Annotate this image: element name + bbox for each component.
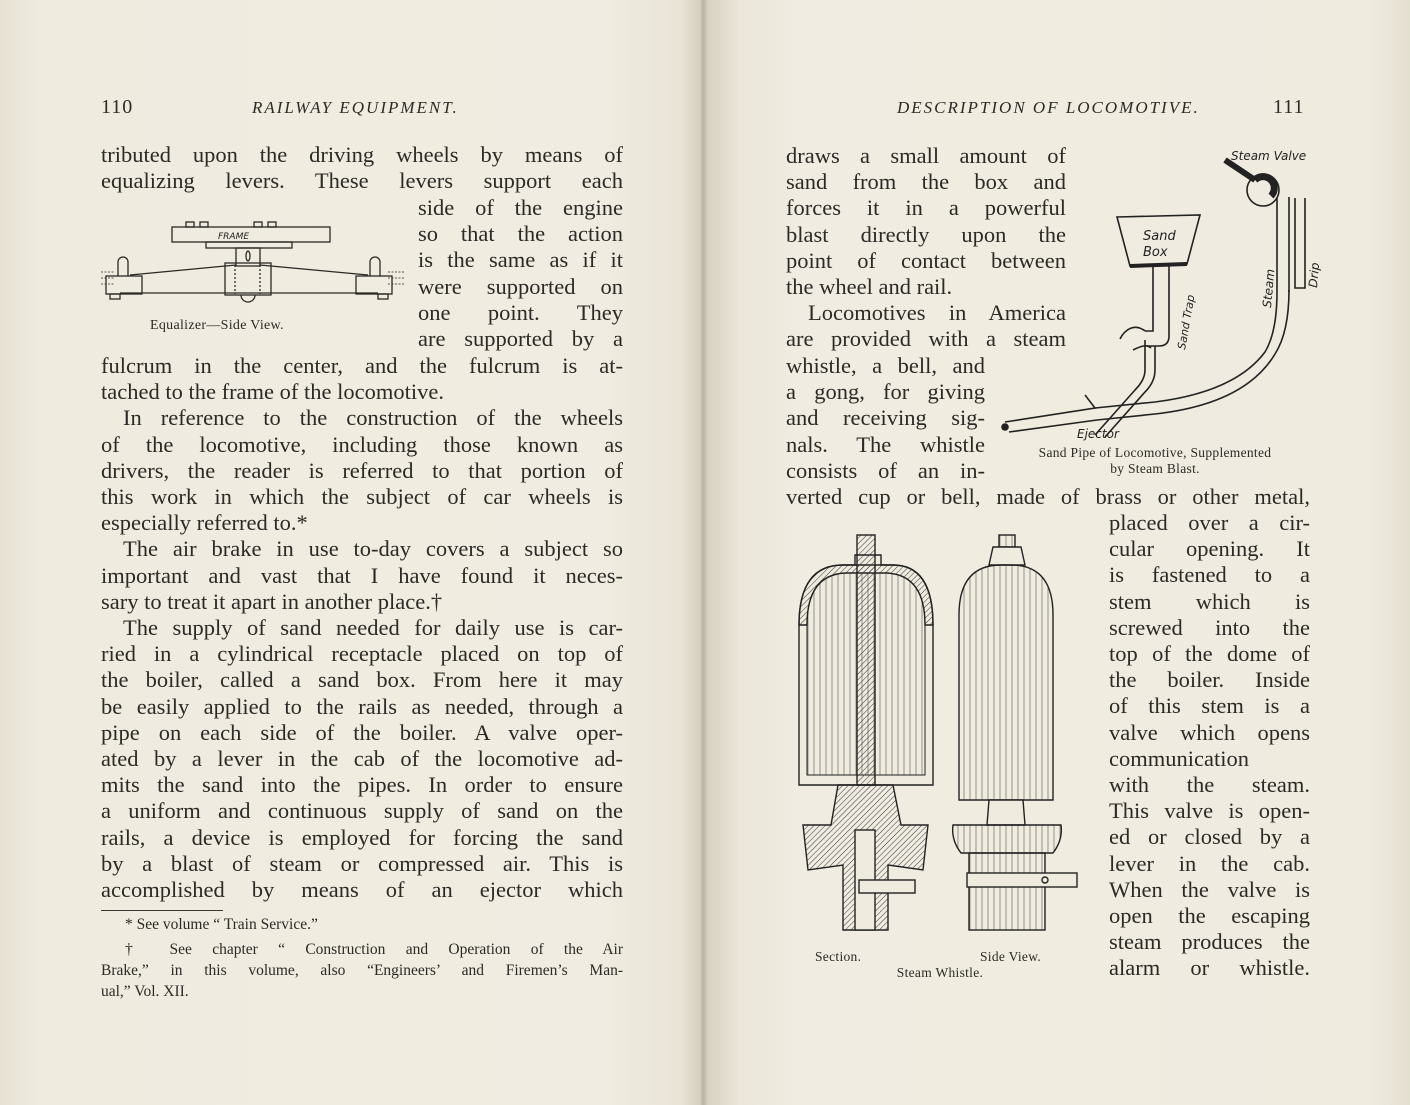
text-line: pipe on each side of the boiler. A valve oper- <box>101 719 623 745</box>
text-line: and receiving sig- <box>786 405 985 431</box>
text-line: cular opening. It <box>1109 536 1310 562</box>
text-line: are provided with a steam <box>786 326 1066 352</box>
text-line: of this stem is a <box>1109 693 1310 719</box>
paragraph-beside-figure <box>418 195 623 352</box>
text-line: point of contact between <box>786 247 1066 273</box>
text-line: of the locomotive, including those known as <box>101 431 623 457</box>
footnote-2: † See chapter “ Construction and Operation of the Air <box>125 941 623 958</box>
text-line: so that the action <box>418 221 623 247</box>
footnote-1: * See volume “ Train Service.” <box>125 916 318 933</box>
text-line: consists of an in- <box>786 457 985 483</box>
text-line: mits the sand into the pipes. In order to ensure <box>101 772 623 798</box>
drip-label: Drip <box>1306 262 1323 289</box>
paragraph-whistle-narrow <box>786 353 985 484</box>
text-line: tributed upon the driving wheels by means of <box>101 142 623 167</box>
sand-box-label-2: Box <box>1143 245 1168 260</box>
footnote-2-cont: Brake,” in this volume, also “Engineers’ and Firemen’s Man- <box>101 962 623 979</box>
text-line: ated by a lever in the cab of the locomotive ad- <box>101 746 623 772</box>
text-line: When the valve is <box>1109 876 1310 902</box>
text-line: a gong, for giving <box>786 379 985 405</box>
frame-label: FRAME <box>218 232 250 242</box>
text-line: Locomotives in America <box>808 300 1066 326</box>
right-page <box>705 0 1410 1105</box>
text-line: side of the engine <box>418 195 623 220</box>
steam-label: Steam <box>1260 268 1278 309</box>
side-view-label: Side View. <box>980 949 1042 964</box>
ejector-label: Ejector <box>1077 427 1119 441</box>
text-line: placed over a cir- <box>1109 510 1310 535</box>
steam-whistle-diagram <box>793 535 1093 945</box>
paragraph-whistle-column <box>1109 510 1310 982</box>
text-line: communication <box>1109 745 1249 771</box>
text-line: ed or closed by a <box>1109 824 1310 850</box>
text-line: The air brake in use to-day covers a subject so <box>123 536 623 562</box>
text-line: sary to treat it apart in another place.† <box>101 588 443 614</box>
text-line: rails, a device is employed for forcing the sand <box>101 824 623 850</box>
equalizer-diagram <box>100 218 405 308</box>
section-label: Section. <box>815 949 862 964</box>
page-number: 111 <box>1273 96 1305 118</box>
text-line: the boiler. Inside <box>1109 667 1310 693</box>
text-line: ried in a cylindrical receptacle placed on top of <box>101 641 623 667</box>
left-page <box>0 0 703 1105</box>
text-line: accomplished by means of an ejector which <box>101 877 623 903</box>
text-line: tached to the frame of the locomotive. <box>101 379 444 405</box>
footnotes <box>101 914 623 1002</box>
text-line: lever in the cab. <box>1109 850 1310 876</box>
text-line: fulcrum in the center, and the fulcrum is at- <box>101 353 623 378</box>
text-line: drivers, the reader is referred to that portion of <box>101 457 623 483</box>
text-line: is fastened to a <box>1109 562 1310 588</box>
text-line: whistle, a bell, and <box>786 353 985 378</box>
text-line: This valve is open- <box>1109 798 1310 824</box>
text-line: alarm or whistle. <box>1109 955 1310 981</box>
text-line: forces it in a powerful <box>786 195 1066 221</box>
text-line: the boiler, called a sand box. From here it may <box>101 667 623 693</box>
text-line: sand from the box and <box>786 169 1066 195</box>
sand-box-label: Sand <box>1143 229 1176 244</box>
running-title: RAILWAY EQUIPMENT. <box>252 98 459 117</box>
footnote-rule <box>101 910 223 911</box>
paragraph-whistle-full <box>786 484 1310 510</box>
text-line: blast directly upon the <box>786 221 1066 247</box>
text-line: the wheel and rail. <box>786 274 953 300</box>
text-line: important and vast that I have found it neces- <box>101 562 623 588</box>
text-line: this work in which the subject of car wheels is <box>101 484 623 510</box>
paragraph-equalizer-intro <box>101 142 623 194</box>
figure-caption-sandpipe: Sand Pipe of Locomotive, Supplemented <box>1038 445 1272 460</box>
figure-caption-sandpipe-2: by Steam Blast. <box>1110 461 1200 476</box>
left-main-text <box>101 353 623 903</box>
text-line: verted cup or bell, made of brass or other metal, <box>786 484 1310 509</box>
text-line: by a blast of steam or compressed air. This is <box>101 850 623 876</box>
footnote-2-end: ual,” Vol. XII. <box>101 983 189 1000</box>
steam-valve-label: Steam Valve <box>1231 149 1307 163</box>
text-line: with the steam. <box>1109 772 1310 798</box>
running-title: DESCRIPTION OF LOCOMOTIVE. <box>897 98 1200 117</box>
text-line: equalizing levers. These levers support each <box>101 168 623 194</box>
text-line: stem which is <box>1109 588 1310 614</box>
text-line: a uniform and continuous supply of sand on the <box>101 798 623 824</box>
text-line: nals. The whistle <box>786 431 985 457</box>
text-line: In reference to the construction of the wheels <box>123 405 623 431</box>
text-line: are supported by a <box>418 326 623 352</box>
figure-caption-equalizer: Equalizer—Side View. <box>150 318 284 333</box>
text-line: The supply of sand needed for daily use is car- <box>123 615 623 641</box>
text-line: especially referred to.* <box>101 510 308 536</box>
text-line: be easily applied to the rails as needed, through a <box>101 693 623 719</box>
text-line: steam produces the <box>1109 929 1310 955</box>
text-line: valve which opens <box>1109 719 1310 745</box>
text-line: one point. They <box>418 299 623 325</box>
page-number: 110 <box>101 96 134 118</box>
text-line: were supported on <box>418 273 623 299</box>
figure-caption-whistle: Steam Whistle. <box>896 965 984 980</box>
text-line: top of the dome of <box>1109 641 1310 667</box>
sand-trap-label: Sand Trap <box>1175 293 1198 351</box>
text-line: draws a small amount of <box>786 143 1066 168</box>
text-line: is the same as if it <box>418 247 623 273</box>
text-line: screwed into the <box>1109 614 1310 640</box>
text-line: open the escaping <box>1109 903 1310 929</box>
sand-pipe-diagram <box>995 140 1323 441</box>
